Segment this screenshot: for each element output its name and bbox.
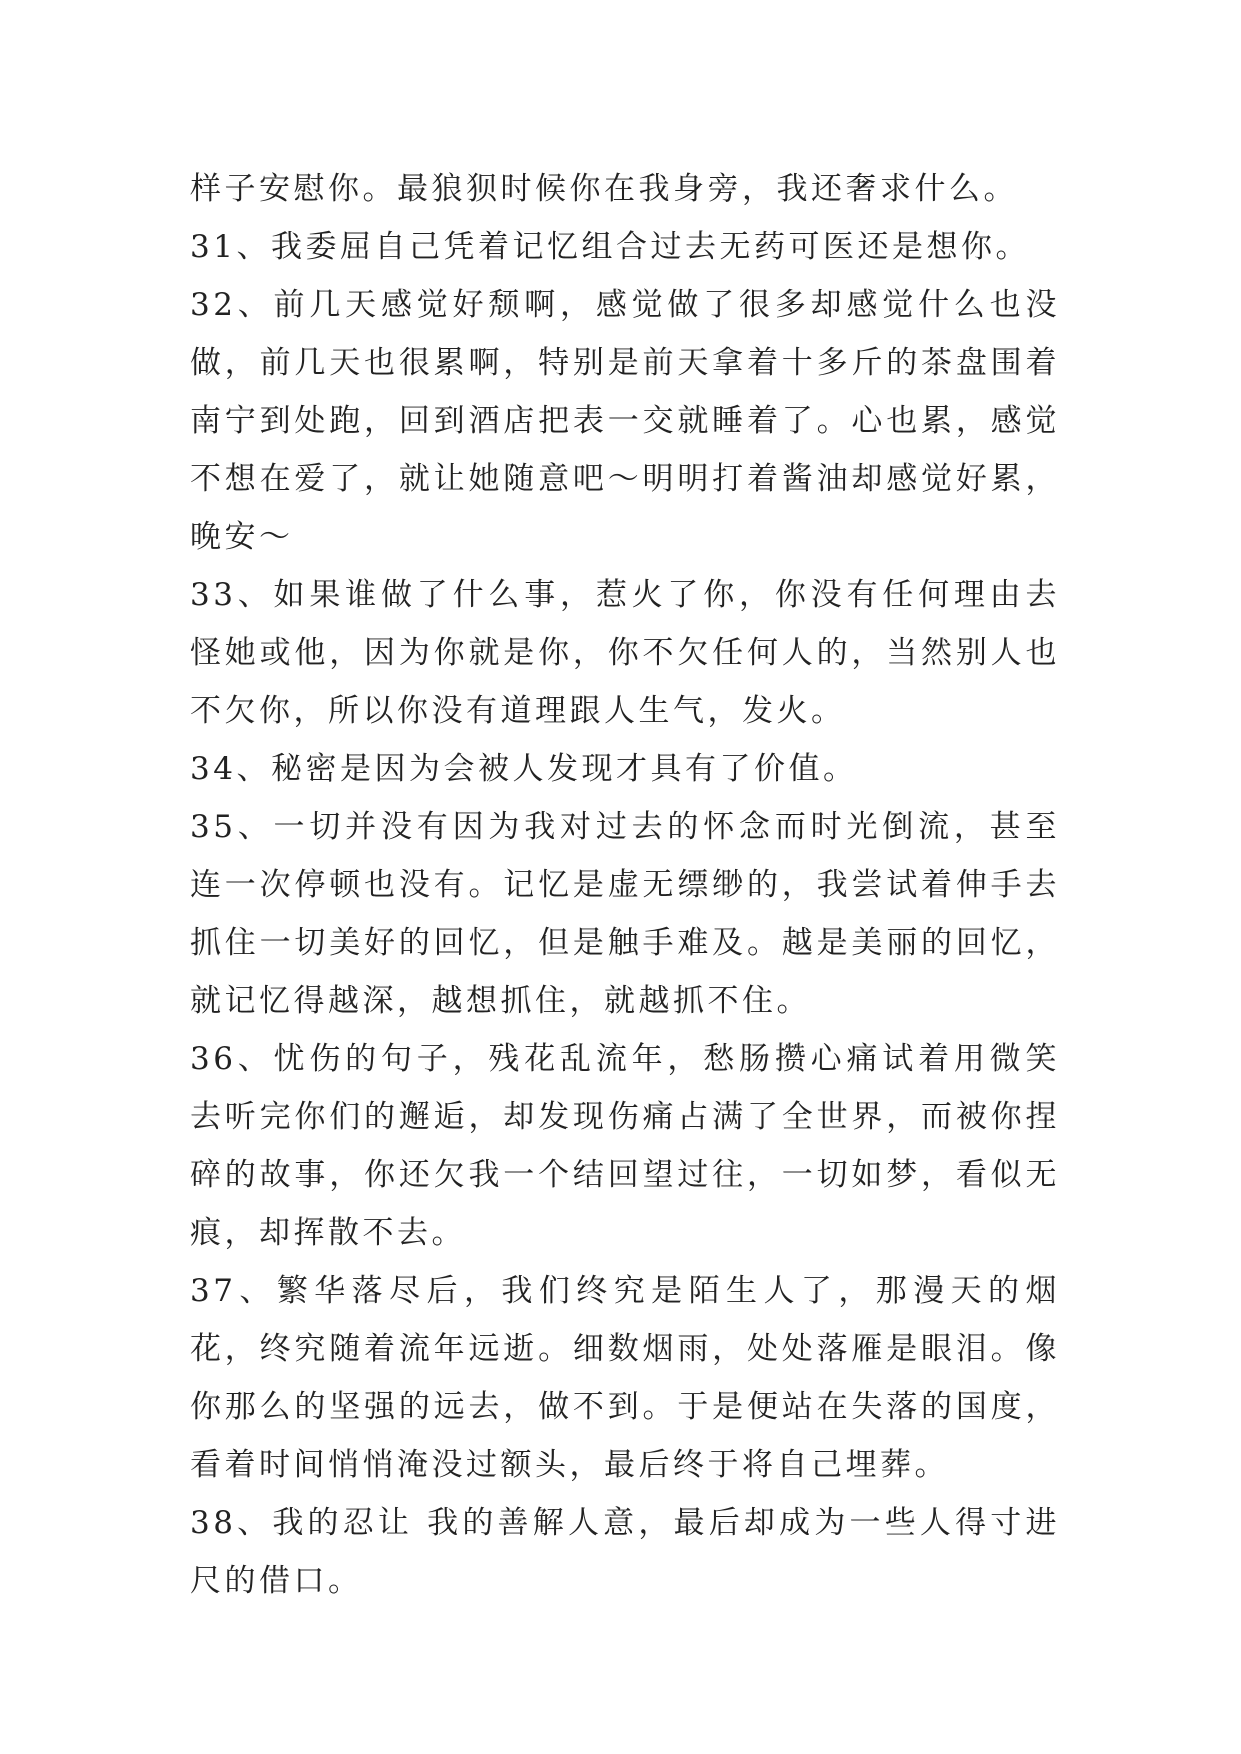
paragraph-33: 33、如果谁做了什么事，惹火了你，你没有任何理由去怪她或他，因为你就是你，你不欠任何人的，当然别人也不欠你，所以你没有道理跟人生气，发火。 [190, 577, 1060, 729]
paragraph-38: 38、我的忍让 我的善解人意，最后却成为一些人得寸进尺的借口。 [190, 1505, 1060, 1599]
paragraph-32: 32、前几天感觉好颓啊，感觉做了很多却感觉什么也没做，前几天也很累啊，特别是前天拿着十多斤的茶盘围着南宁到处跑，回到酒店把表一交就睡着了。心也累，感觉不想在爱了，就让她随意吧～明明打着酱油却感觉好累，晚安～ [190, 287, 1060, 555]
paragraph-34: 34、秘密是因为会被人发现才具有了价值。 [190, 751, 858, 787]
paragraph-35: 35、一切并没有因为我对过去的怀念而时光倒流，甚至连一次停顿也没有。记忆是虚无缥缈的，我尝试着伸手去抓住一切美好的回忆，但是触手难及。越是美丽的回忆，就记忆得越深，越想抓住，就越抓不住。 [190, 809, 1060, 1019]
paragraph-37: 37、繁华落尽后，我们终究是陌生人了，那漫天的烟花，终究随着流年远逝。细数烟雨，处处落雁是眼泪。像你那么的坚强的远去，做不到。于是便站在失落的国度，看着时间悄悄淹没过额头，最后终于将自己埋葬。 [190, 1273, 1060, 1483]
paragraph-31: 31、我委屈自己凭着记忆组合过去无药可医还是想你。 [190, 229, 1030, 265]
document-body [190, 160, 1060, 1610]
paragraph-continuation: 样子安慰你。最狼狈时候你在我身旁，我还奢求什么。 [190, 171, 1018, 207]
paragraph-36: 36、忧伤的句子，残花乱流年，愁肠攒心痛试着用微笑去听完你们的邂逅，却发现伤痛占满了全世界，而被你捏碎的故事，你还欠我一个结回望过往，一切如梦，看似无痕，却挥散不去。 [190, 1041, 1060, 1251]
